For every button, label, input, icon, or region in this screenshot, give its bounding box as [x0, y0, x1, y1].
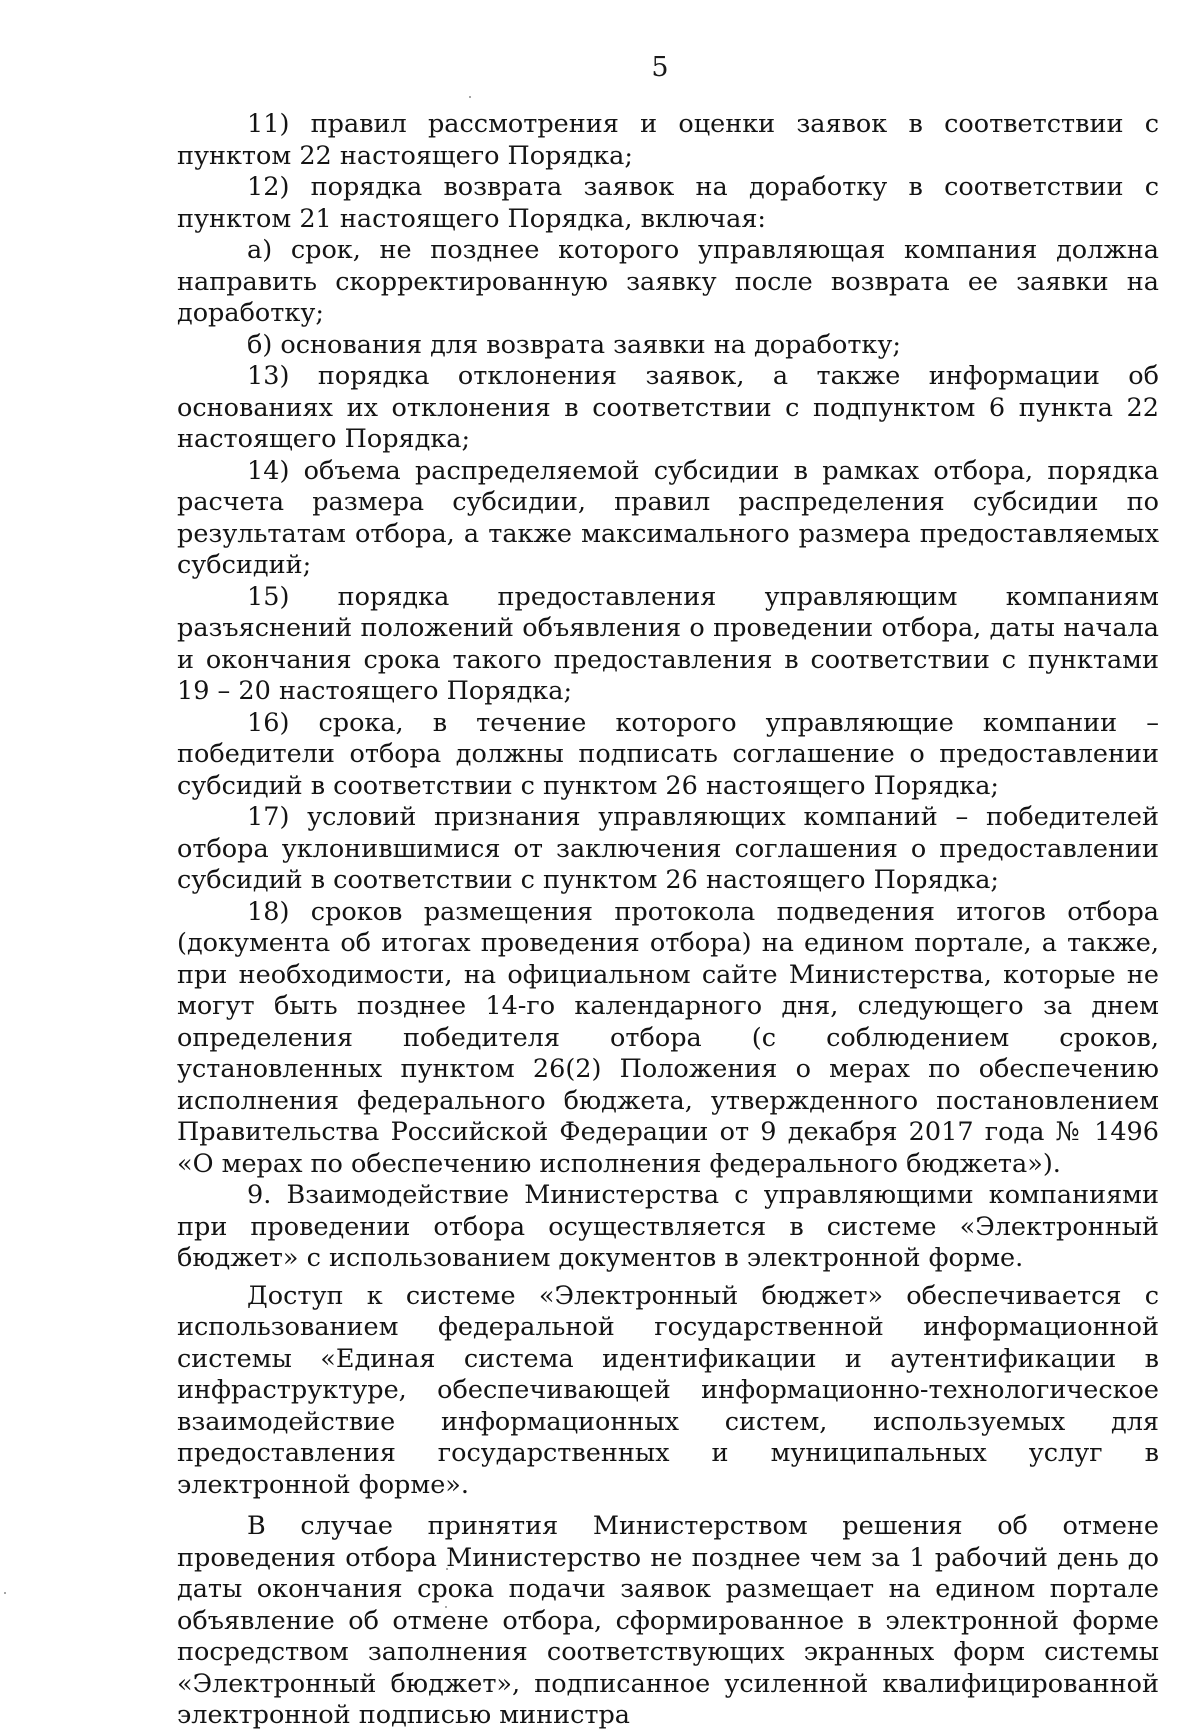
paragraph-subitem-b: б) основания для возврата заявки на доработку;: [247, 329, 901, 360]
page-number: 5: [651, 52, 669, 83]
paragraph-item-16: 16) срока, в течение которого управляющие компании – победители отбора должны подписать соглашение о предоставлении субсидий в соответствии с пунктом 26 настоящего Порядка;: [177, 707, 1159, 801]
paragraph-access: Доступ к системе «Электронный бюджет» обеспечивается с использованием федеральной государственной информационной системы «Единая система идентификации и аутентификации в инфраструктуре, обеспечивающей информационно-технологическое взаимодействие информационных систем, используемых для предоставления государственных и муниципальных услуг в электронной форме».: [177, 1280, 1159, 1500]
paragraph-item-15: 15) порядка предоставления управляющим компаниям разъяснений положений объявления о проведении отбора, даты начала и окончания срока такого предоставления в соответствии с пунктами 19 – 20 настоящего Порядка;: [177, 581, 1159, 706]
scan-speck: [469, 96, 471, 98]
paragraph-item-11: 11) правил рассмотрения и оценки заявок в соответствии с пунктом 22 настоящего Порядка;: [177, 109, 1159, 171]
paragraph-item-12: 12) порядка возврата заявок на доработку в соответствии с пунктом 21 настоящего Порядка, включая:: [177, 172, 1159, 234]
paragraph-subitem-a: а) срок, не позднее которого управляющая компания должна направить скорректированную заявку после возврата ее заявки на доработку;: [177, 235, 1159, 328]
paragraph-item-14: 14) объема распределяемой субсидии в рамках отбора, порядка расчета размера субсидии, правил распределения субсидии по результатам отбора, а также максимального размера предоставляемых субсидий;: [177, 455, 1159, 580]
paragraph-item-13: 13) порядка отклонения заявок, а также информации об основаниях их отклонения в соответствии с подпунктом 6 пункта 22 настоящего Порядка;: [177, 361, 1159, 454]
paragraph-cancellation: В случае принятия Министерством решения об отмене проведения отбора Министерство не позднее чем за 1 рабочий день до даты окончания срока подачи заявок размещает на едином портале объявление об отмене отбора, сформированное в электронной форме посредством заполнения соответствующих экранных форм системы «Электронный бюджет», подписанное усиленной квалифицированной электронной подписью министра: [177, 1511, 1159, 1730]
paragraph-item-17: 17) условий признания управляющих компаний – победителей отбора уклонившимися от заключения соглашения о предоставлении субсидий в соответствии с пунктом 26 настоящего Порядка;: [177, 802, 1159, 895]
scan-speck: [4, 1592, 6, 1594]
document-body: [177, 109, 1159, 1732]
paragraph-clause-9: 9. Взаимодействие Министерства с управляющими компаниями при проведении отбора осуществляется в системе «Электронный бюджет» с использованием документов в электронной форме.: [177, 1180, 1159, 1273]
paragraph-item-18: 18) сроков размещения протокола подведения итогов отбора (документа об итогах проведения отбора) на едином портале, а также, при необходимости, на официальном сайте Министерства, которые не могут быть позднее 14-го календарного дня, следующего за днем определения победителя отбора (с соблюдением сроков, установленных пунктом 26(2) Положения о мерах по обеспечению исполнения федерального бюджета, утвержденного постановлением Правительства Российской Федерации от 9 декабря 2017 года № 1496 «О мерах по обеспечению исполнения федерального бюджета»).: [177, 896, 1159, 1179]
